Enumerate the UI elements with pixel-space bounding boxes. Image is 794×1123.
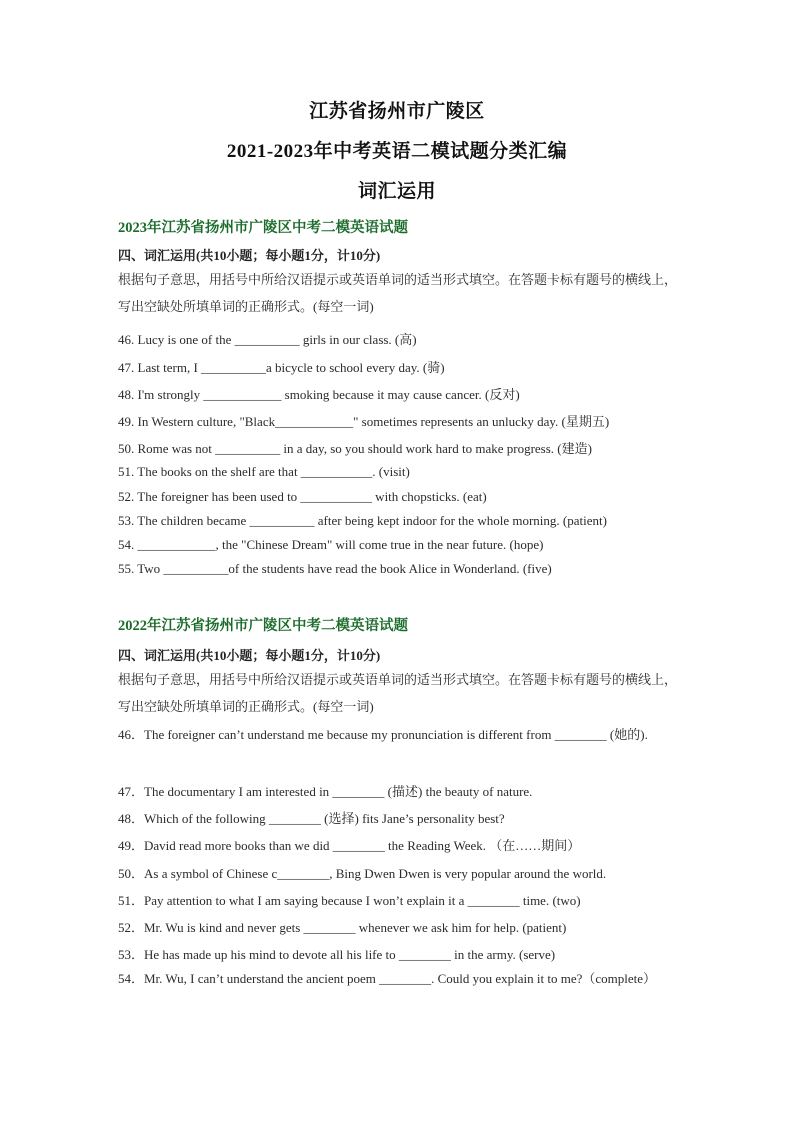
question-item: 51. The books on the shelf are that ___________. (visit) <box>118 464 410 479</box>
question-item: 52. The foreigner has been used to ___________ with chopsticks. (eat) <box>118 489 487 504</box>
question-item: 53. The children became __________ after being kept indoor for the whole morning. (patient) <box>118 513 607 528</box>
section-subtitle: 四、词汇运用(共10小题；每小题1分，计10分) <box>118 648 381 663</box>
question-item: 50. Rome was not __________ in a day, so you should work hard to make progress. (建造) <box>118 441 592 456</box>
instruction-text: 根据句子意思，用括号中所给汉语提示或英语单词的适当形式填空。在答题卡标有题号的横线上，写出空缺处所填单词的正确形式。(每空一词) <box>118 272 678 314</box>
section-title: 2023年江苏省扬州市广陵区中考二模英语试题 <box>118 220 408 236</box>
doc-title-topic: 词汇运用 <box>357 181 436 202</box>
section-title: 2022年江苏省扬州市广陵区中考二模英语试题 <box>118 618 408 634</box>
doc-title-region: 江苏省扬州市广陵区 <box>309 101 485 122</box>
question-item: 48. I'm strongly ____________ smoking because it may cause cancer. (反对) <box>118 387 520 402</box>
question-item: 46. Lucy is one of the __________ girls in our class. (高) <box>118 332 417 347</box>
question-item: 54．Mr. Wu, I can’t understand the ancient poem ________. Could you explain it to me?（complete） <box>118 971 657 986</box>
question-item: 47．The documentary I am interested in ________ (描述) the beauty of nature. <box>118 784 533 799</box>
question-item: 47. Last term, I __________a bicycle to school every day. (骑) <box>118 360 445 375</box>
question-item: 55. Two __________of the students have read the book Alice in Wonderland. (five) <box>118 561 552 576</box>
question-item: 49．David read more books than we did ________ the Reading Week. （在……期间） <box>118 838 581 853</box>
instruction-text: 根据句子意思，用括号中所给汉语提示或英语单词的适当形式填空。在答题卡标有题号的横线上，写出空缺处所填单词的正确形式。(每空一词) <box>118 672 678 714</box>
question-item: 52．Mr. Wu is kind and never gets ________ whenever we ask him for help. (patient) <box>118 920 567 935</box>
section-subtitle: 四、词汇运用(共10小题；每小题1分，计10分) <box>118 248 381 263</box>
question-item: 50．As a symbol of Chinese c________, Bing Dwen Dwen is very popular around the world. <box>118 866 607 881</box>
question-item: 51．Pay attention to what I am saying because I won’t explain it a ________ time. (two) <box>118 893 581 908</box>
question-item: 49. In Western culture, "Black____________" sometimes represents an unlucky day. (星期五) <box>118 414 610 429</box>
question-item: 46．The foreigner can’t understand me because my pronunciation is different from ________ (她的). <box>118 727 648 742</box>
question-item: 54. ____________, the "Chinese Dream" will come true in the near future. (hope) <box>118 537 544 552</box>
doc-title-exam: 2021-2023年中考英语二模试题分类汇编 <box>226 141 568 162</box>
question-item: 48．Which of the following ________ (选择) fits Jane’s personality best? <box>118 811 505 826</box>
question-item: 53．He has made up his mind to devote all his life to ________ in the army. (serve) <box>118 947 556 962</box>
